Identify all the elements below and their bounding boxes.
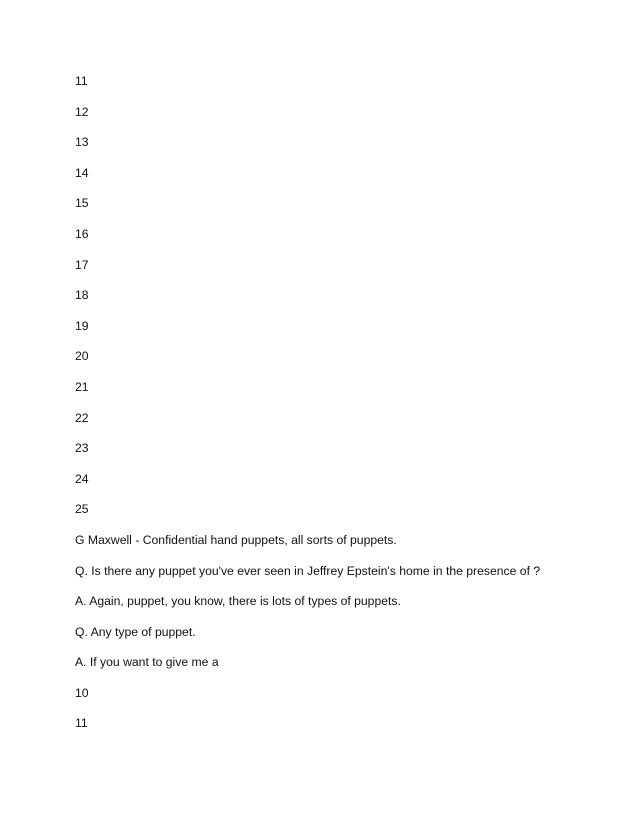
answer-line: A. Again, puppet, you know, there is lots of types of puppets. (75, 594, 401, 609)
question-line: Q. Any type of puppet. (75, 624, 196, 639)
line-number: 25 (75, 502, 89, 517)
line-number: 10 (75, 685, 89, 700)
line-number: 22 (75, 410, 89, 425)
line-number: 23 (75, 441, 89, 456)
header-line: G Maxwell - Confidential hand puppets, all sorts of puppets. (75, 532, 397, 547)
line-number: 19 (75, 318, 89, 333)
line-number: 13 (75, 135, 89, 150)
question-line: Q. Is there any puppet you've ever seen in Jeffrey Epstein's home in the presence of ? (75, 563, 541, 578)
transcript-lines (75, 72, 540, 745)
line-number: 11 (75, 716, 88, 731)
line-number: 11 (75, 74, 88, 88)
line-number: 18 (75, 288, 89, 303)
line-number: 17 (75, 257, 89, 272)
line-number: 20 (75, 349, 89, 364)
line-number: 21 (75, 379, 89, 394)
line-number: 15 (75, 196, 89, 211)
answer-line: A. If you want to give me a (75, 655, 219, 670)
line-number: 12 (75, 104, 89, 119)
line-number: 24 (75, 471, 89, 486)
line-number: 14 (75, 165, 89, 180)
line-number: 16 (75, 226, 89, 241)
